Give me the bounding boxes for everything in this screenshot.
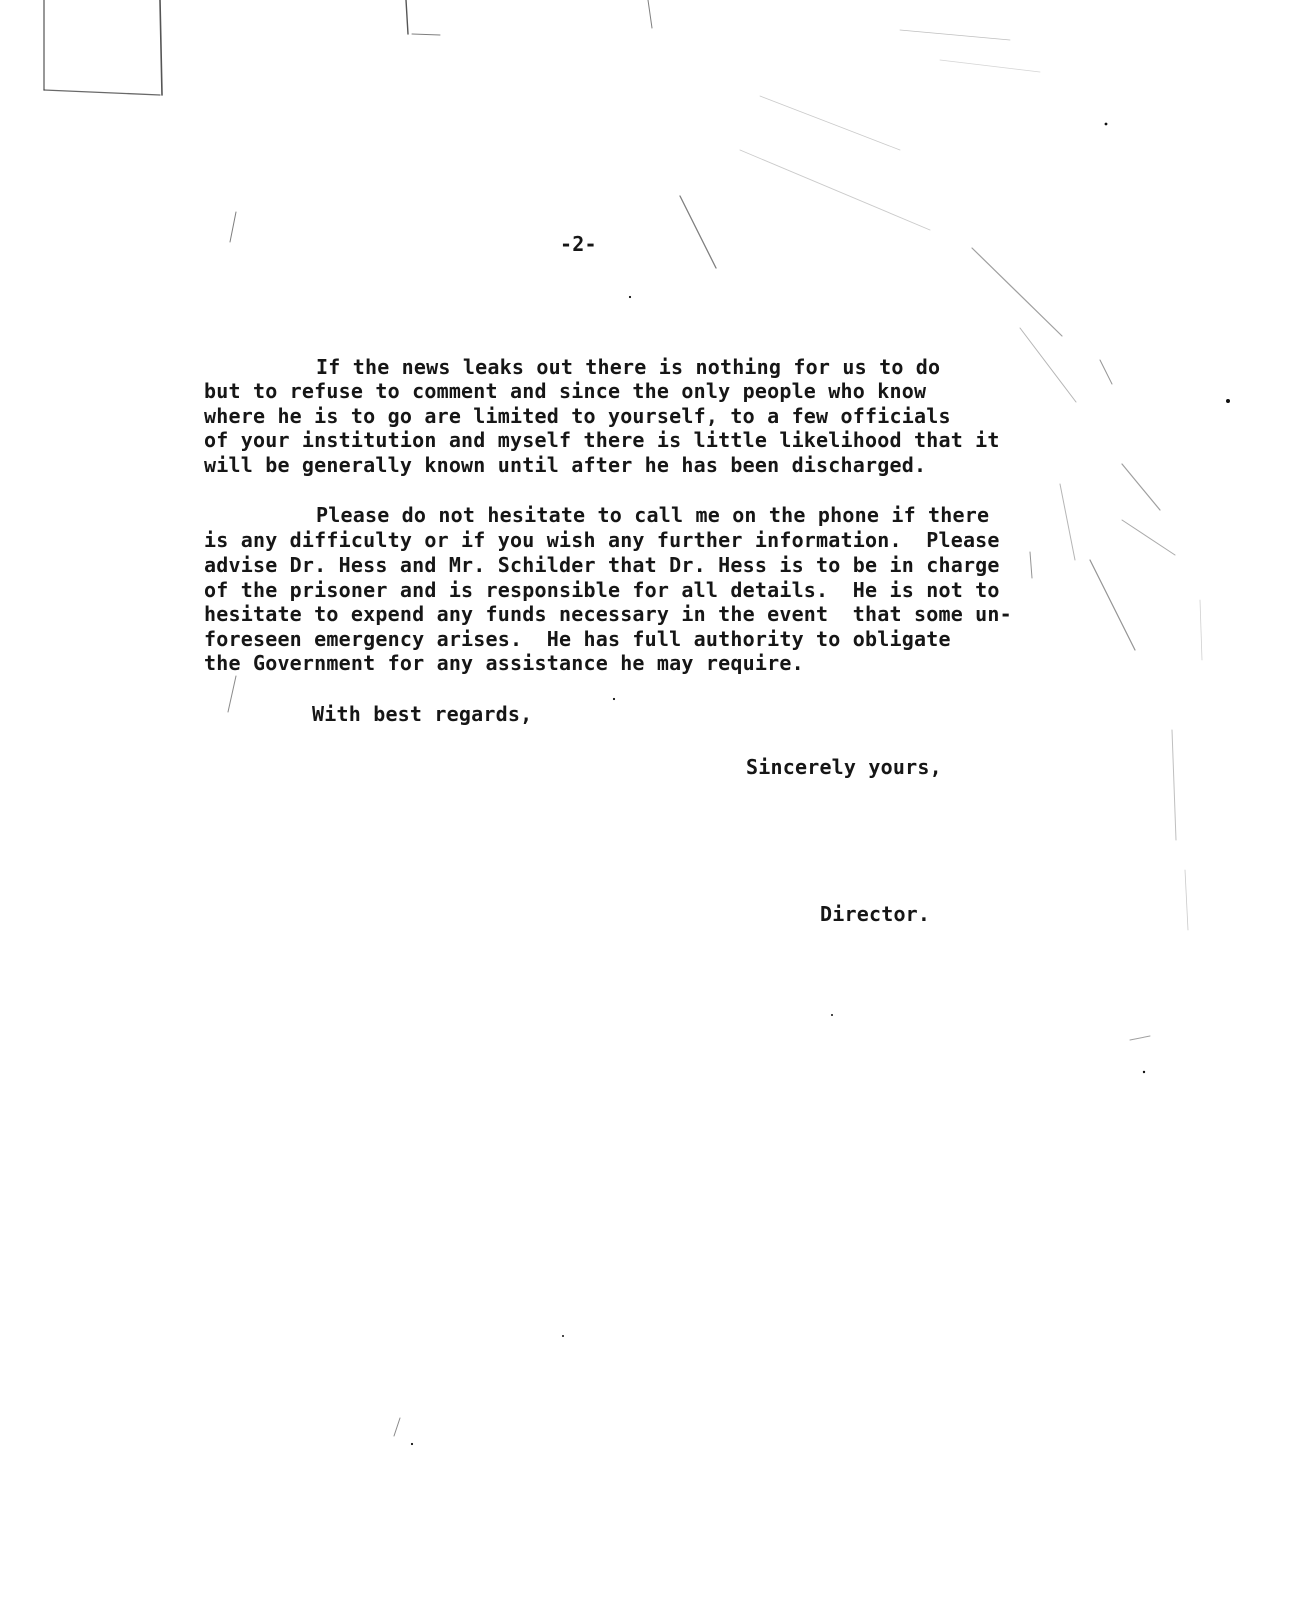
text-line: will be generally known until after he has been discharged. [204, 453, 927, 477]
signer-title: Director. [820, 902, 931, 926]
text-line: of the prisoner and is responsible for all details. He is not to [204, 578, 1000, 602]
text-line: Please do not hesitate to call me on the phone if there [316, 503, 990, 527]
text-line: but to refuse to comment and since the only people who know [204, 379, 927, 403]
text-line: If the news leaks out there is nothing for us to do [316, 355, 941, 379]
text-line: advise Dr. Hess and Mr. Schilder that Dr. Hess is to be in charge [204, 553, 1000, 577]
text-line: is any difficulty or if you wish any further information. Please [204, 528, 1000, 552]
closing-salutation: Sincerely yours, [746, 755, 942, 779]
regards-line: With best regards, [312, 702, 533, 726]
text-line: of your institution and myself there is little likelihood that it [204, 428, 1000, 452]
text-line: hesitate to expend any funds necessary in the event that some un- [204, 602, 1012, 626]
text-line: the Government for any assistance he may require. [204, 651, 804, 675]
text-line: where he is to go are limited to yourself, to a few officials [204, 404, 951, 428]
text-line: foreseen emergency arises. He has full authority to obligate [204, 627, 951, 651]
page-number: -2- [560, 232, 597, 256]
